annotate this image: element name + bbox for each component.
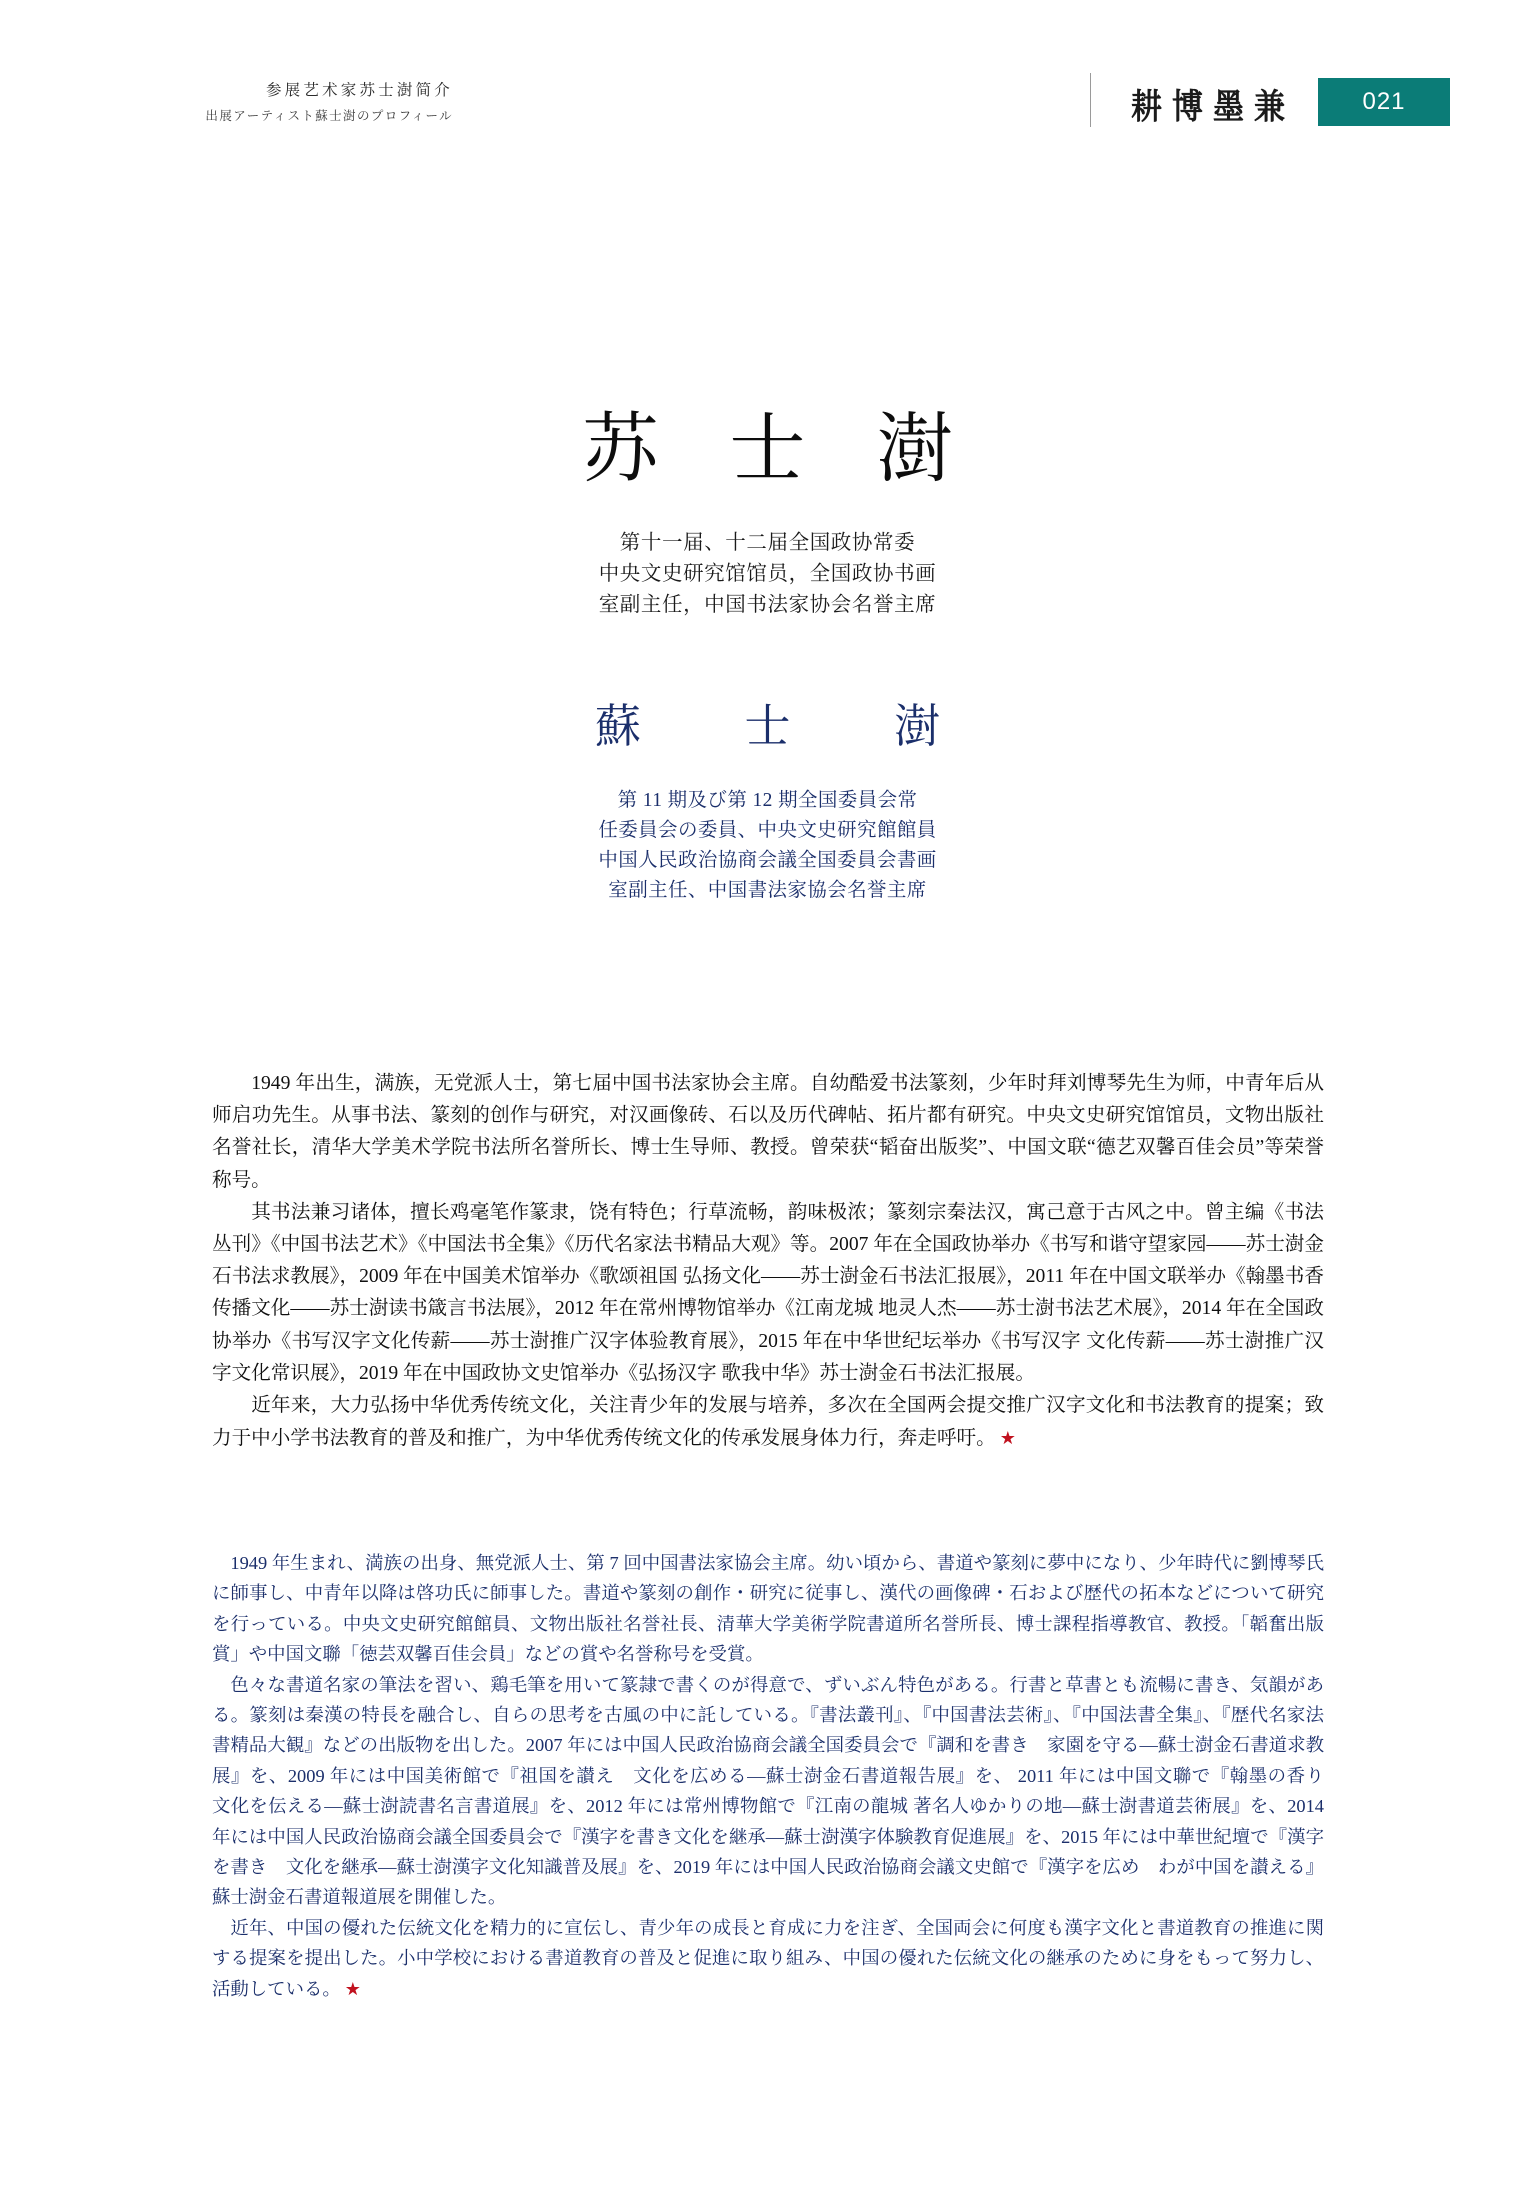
exhibition-logo (1120, 80, 1300, 126)
title-line: 第 11 期及び第 12 期全国委員会常 (617, 790, 918, 811)
logo-char-2: 博 (1172, 86, 1207, 126)
title-line: 任委員会の委員、中央文史研究館館員 (598, 820, 937, 841)
title-line: 室副主任，中国书法家协会名誉主席 (598, 594, 937, 616)
end-mark-star-icon: ★ (344, 1978, 361, 1999)
biography-cn-text: 近年来，大力弘扬中华优秀传统文化，关注青少年的发展与培养，多次在全国两会提交推广汉字文化和书法教育的提案；致力于中小学书法教育的普及和推广，为中华优秀传统文化的传承发展身体力行，奔走呼吁。 (212, 1395, 1324, 1450)
title-line: 中央文史研究馆馆员，全国政协书画 (598, 563, 937, 585)
page-number-badge: 021 (1318, 78, 1450, 126)
artist-titles-cn (0, 528, 1535, 621)
biography-jp-text: 近年、中国の優れた伝統文化を精力的に宣伝し、青少年の成長と育成に力を注ぎ、全国両会に何度も漢字文化と書道教育の推進に関する提案を提出した。小中学校における書道教育の普及と促進に取り組み、中国の優れた伝統文化の継承のために身をもって努力し、活動している。 (212, 1917, 1324, 1999)
title-line: 第十一届、十二届全国政协常委 (619, 532, 916, 554)
title-line: 中国人民政治協商会議全国委員会書画 (598, 850, 937, 871)
logo-char-3: 墨 (1213, 86, 1248, 126)
biography-cn-paragraph: 其书法兼习诸体，擅长鸡毫笔作篆隶，饶有特色；行草流畅，韵味极浓；篆刻宗秦法汉，寓己意于古风之中。曾主编《书法丛刊》《中国书法艺术》《中国法书全集》《历代名家法书精品大观》等。2007 年在全国政协举办《书写和谐守望家园——苏士澍金石书法求教展》，2009 年在中国美术馆举办《歌颂祖国 弘扬文化——苏士澍金石书法汇报展》，2011 年在中国文联举办《翰墨书香传播文化——苏士澍读书箴言书法展》，2012 年在常州博物馆举办《江南龙城 地灵人杰——苏士澍书法艺术展》，2014 年在全国政协举办《书写汉字文化传薪——苏士澍推广汉字体验教育展》，2015 年在中华世纪坛举办《书写汉字 文化传薪——苏士澍推广汉字文化常识展》，2019 年在中国政协文史馆举办《弘扬汉字 歌我中华》苏士澍金石书法汇报展。 (212, 1201, 1324, 1384)
biography-cn-paragraph: 1949 年出生，满族，无党派人士，第七届中国书法家协会主席。自幼酷爱书法篆刻，少年时拜刘博琴先生为师，中青年后从师启功先生。从事书法、篆刻的创作与研究，对汉画像砖、石以及历代碑帖、拓片都有研究。中央文史研究馆馆员，文物出版社名誉社长，清华大学美术学院书法所名誉所长、博士生导师、教授。曾荣获“韬奋出版奖”、中国文联“德艺双馨百佳会员”等荣誉称号。 (212, 1073, 1324, 1191)
logo-char-1: 耕 (1131, 86, 1166, 126)
artist-name-cn: 苏 士 澍 (582, 408, 979, 492)
biography-jp (212, 1548, 1343, 2004)
biography-jp-paragraph: 1949 年生まれ、満族の出身、無党派人士、第 7 回中国書法家協会主席。幼い頃から、書道や篆刻に夢中になり、少年時代に劉博琴氏に師事し、中青年以降は啓功氏に師事した。書道や篆刻の創作・研究に従事し、漢代の画像碑・石および歴代の拓本などについて研究を行っている。中央文史研究館館員、文物出版社名誉社長、清華大学美術学院書道所名誉所長、博士課程指導教官、教授。「韜奮出版賞」や中国文聯「徳芸双馨百佳会員」などの賞や名誉称号を受賞。 (212, 1553, 1324, 1665)
page-header (0, 78, 1535, 130)
biography-jp-paragraph: 色々な書道名家の筆法を習い、鶏毛筆を用いて篆隷で書くのが得意で、ずいぶん特色がある。行書と草書とも流暢に書き、気韻がある。篆刻は秦漢の特長を融合し、自らの思考を古風の中に託している。『書法叢刊』、『中国書法芸術』、『中国法書全集』、『歴代名家法書精品大観』などの出版物を出した。2007 年には中国人民政治協商会議全国委員会で『調和を書き 家園を守る—蘇士澍金石書道求教展』を、2009 年には中国美術館で『祖国を讃え 文化を広める—蘇士澍金石書道報告展』を、 2011 年には中国文聯で『翰墨の香り 文化を伝える—蘇士澍読書名言書道展』を、2012 年には常州博物館で『江南の龍城 著名人ゆかりの地—蘇士澍書道芸術展』を、2014 年には中国人民政治協商会議全国委員会で『漢字を書き文化を継承—蘇士澍漢字体験教育促進展』を、2015 年には中華世紀壇で『漢字を書き 文化を継承—蘇士澍漢字文化知識普及展』を、2019 年には中国人民政治協商会議文史館で『漢字を広め わが中国を讃える』蘇士澍金石書道報道展を開催した。 (212, 1674, 1343, 1908)
biography-cn-paragraph-last (212, 1390, 1324, 1455)
artist-titles-jp (0, 786, 1535, 906)
header-divider (1090, 73, 1091, 127)
artist-name-jp: 蘇 士 澍 (595, 701, 986, 752)
biography-cn (212, 1068, 1324, 1455)
header-title-cn: 参展艺术家苏士澍简介 (265, 82, 453, 99)
logo-char-4: 兼 (1254, 86, 1289, 126)
biography-jp-paragraph-last (212, 1913, 1324, 2004)
end-mark-star-icon: ★ (999, 1428, 1016, 1449)
header-title-jp: 出展アーティスト蘇士澍のプロフィール (205, 109, 453, 123)
title-line: 室副主任、中国書法家協会名誉主席 (608, 880, 927, 901)
